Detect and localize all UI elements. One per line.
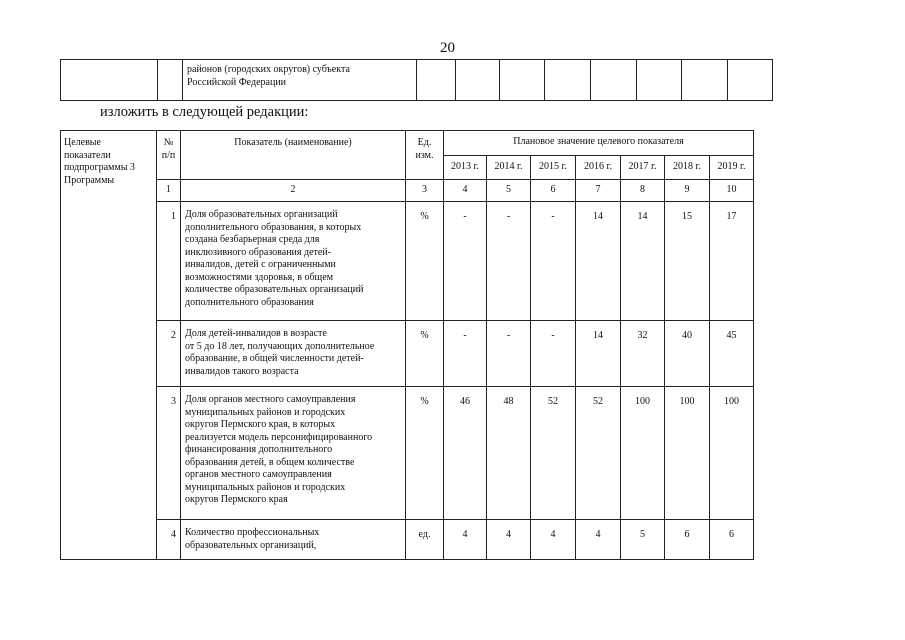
value-cell: 14 bbox=[576, 202, 621, 321]
fragment-text-line: районов (городских округов) субъекта bbox=[187, 64, 350, 75]
indicator-line: создана безбарьерная среда для bbox=[185, 234, 320, 245]
intro-text: изложить в следующей редакции: bbox=[100, 104, 309, 120]
unit-cell: % bbox=[406, 202, 444, 321]
value-cell: 17 bbox=[710, 202, 754, 321]
targets-table bbox=[60, 130, 754, 560]
indicator-line: муниципальных районов и городских bbox=[185, 481, 346, 493]
row-number: 4 bbox=[157, 520, 181, 560]
value-cell: 32 bbox=[621, 321, 665, 387]
column-header-unit bbox=[406, 131, 444, 180]
header-text-line: Целевые bbox=[64, 137, 101, 148]
table-header-row bbox=[61, 131, 754, 156]
table-row bbox=[61, 202, 754, 321]
table-cell bbox=[728, 60, 773, 101]
indicator-line: Доля образовательных организаций bbox=[185, 209, 338, 220]
indicator-line: образование, в общей численности детей- bbox=[185, 353, 364, 364]
year-header: 2017 г. bbox=[621, 156, 665, 180]
value-cell: - bbox=[487, 202, 531, 321]
value-cell: - bbox=[531, 321, 576, 387]
value-cell: 4 bbox=[531, 520, 576, 560]
value-cell: 45 bbox=[710, 321, 754, 387]
indicator-line: округов Пермского края, в которых bbox=[185, 419, 336, 430]
indicator-name bbox=[181, 321, 406, 387]
value-cell: 52 bbox=[576, 387, 621, 520]
indicator-line: Доля детей-инвалидов в возрасте bbox=[185, 328, 327, 339]
indicator-line: инвалидов такого возраста bbox=[185, 365, 299, 377]
header-text-line: подпрограммы 3 bbox=[64, 162, 135, 173]
value-cell: 4 bbox=[576, 520, 621, 560]
year-header: 2013 г. bbox=[444, 156, 487, 180]
table-row bbox=[61, 321, 754, 387]
value-cell: - bbox=[487, 321, 531, 387]
column-index-cell: 6 bbox=[531, 180, 576, 202]
table-cell bbox=[591, 60, 637, 101]
table-cell bbox=[545, 60, 591, 101]
column-index-row bbox=[61, 180, 754, 202]
column-index-cell: 9 bbox=[665, 180, 710, 202]
column-index-cell: 8 bbox=[621, 180, 665, 202]
column-index-cell: 4 bbox=[444, 180, 487, 202]
value-cell: 4 bbox=[487, 520, 531, 560]
value-cell: 46 bbox=[444, 387, 487, 520]
row-number: 2 bbox=[157, 321, 181, 387]
header-text-line: Ед. bbox=[417, 137, 432, 148]
column-index-cell: 7 bbox=[576, 180, 621, 202]
header-text-line: п/п bbox=[161, 149, 176, 161]
column-index-cell: 2 bbox=[181, 180, 406, 202]
value-cell: 5 bbox=[621, 520, 665, 560]
value-cell: - bbox=[444, 321, 487, 387]
value-cell: 6 bbox=[710, 520, 754, 560]
value-cell: 14 bbox=[621, 202, 665, 321]
indicator-line: Количество профессиональных bbox=[185, 527, 320, 538]
header-text-line: Программы bbox=[64, 174, 115, 186]
unit-cell: % bbox=[406, 387, 444, 520]
indicator-line: дополнительного образования bbox=[185, 296, 314, 308]
column-index-cell: 5 bbox=[487, 180, 531, 202]
value-cell: 52 bbox=[531, 387, 576, 520]
table-cell bbox=[456, 60, 500, 101]
year-header: 2016 г. bbox=[576, 156, 621, 180]
value-cell: 100 bbox=[710, 387, 754, 520]
value-cell: - bbox=[531, 202, 576, 321]
header-text-line: показатели bbox=[64, 149, 111, 161]
indicator-line: образования детей, в общем количестве bbox=[185, 456, 355, 468]
value-cell: - bbox=[444, 202, 487, 321]
page-number: 20 bbox=[440, 40, 455, 56]
indicator-line: инклюзивного образования детей- bbox=[185, 246, 332, 258]
indicator-line: инвалидов, детей с ограниченными bbox=[185, 259, 336, 270]
table-cell bbox=[417, 60, 456, 101]
header-text-line: № bbox=[163, 137, 174, 148]
year-header: 2015 г. bbox=[531, 156, 576, 180]
indicator-line: дополнительного образования, в которых bbox=[185, 221, 362, 233]
column-header-number bbox=[157, 131, 181, 180]
indicator-line: образовательных организаций, bbox=[185, 539, 317, 551]
table-cell bbox=[637, 60, 682, 101]
table-cell bbox=[500, 60, 545, 101]
table-cell-description bbox=[183, 60, 417, 101]
indicator-name bbox=[181, 387, 406, 520]
column-index-cell: 1 bbox=[157, 180, 181, 202]
indicator-name bbox=[181, 202, 406, 321]
indicator-line: финансирования дополнительного bbox=[185, 444, 333, 455]
indicator-line: округов Пермского края bbox=[185, 494, 288, 505]
indicator-line: реализуется модель персонифицированного bbox=[185, 431, 373, 443]
value-cell: 14 bbox=[576, 321, 621, 387]
value-cell: 100 bbox=[665, 387, 710, 520]
unit-cell: ед. bbox=[406, 520, 444, 560]
year-header: 2018 г. bbox=[665, 156, 710, 180]
indicator-line: возможностями здоровья, в общем bbox=[185, 271, 334, 283]
indicator-line: от 5 до 18 лет, получающих дополнительное bbox=[185, 340, 375, 352]
row-number: 1 bbox=[157, 202, 181, 321]
unit-cell: % bbox=[406, 321, 444, 387]
value-cell: 40 bbox=[665, 321, 710, 387]
table-row bbox=[61, 60, 773, 101]
value-cell: 48 bbox=[487, 387, 531, 520]
column-header-target-indicators bbox=[61, 131, 157, 560]
year-header: 2014 г. bbox=[487, 156, 531, 180]
table-cell bbox=[61, 60, 158, 101]
table-row bbox=[61, 387, 754, 520]
value-cell: 6 bbox=[665, 520, 710, 560]
year-header: 2019 г. bbox=[710, 156, 754, 180]
indicator-line: органов местного самоуправления bbox=[185, 469, 332, 480]
previous-table-fragment bbox=[60, 59, 773, 101]
indicator-line: Доля органов местного самоуправления bbox=[185, 394, 356, 405]
table-cell bbox=[158, 60, 183, 101]
column-header-planned-value: Плановое значение целевого показателя bbox=[444, 131, 754, 156]
value-cell: 100 bbox=[621, 387, 665, 520]
table-cell bbox=[682, 60, 728, 101]
indicator-line: количестве образовательных организаций bbox=[185, 284, 364, 295]
fragment-text-line: Российской Федерации bbox=[187, 76, 287, 88]
column-header-indicator: Показатель (наименование) bbox=[181, 131, 406, 180]
indicator-line: муниципальных районов и городских bbox=[185, 406, 346, 418]
indicator-name bbox=[181, 520, 406, 560]
value-cell: 4 bbox=[444, 520, 487, 560]
value-cell: 15 bbox=[665, 202, 710, 321]
column-index-cell: 3 bbox=[406, 180, 444, 202]
header-text-line: изм. bbox=[415, 149, 434, 161]
table-row bbox=[61, 520, 754, 560]
row-number: 3 bbox=[157, 387, 181, 520]
column-index-cell: 10 bbox=[710, 180, 754, 202]
